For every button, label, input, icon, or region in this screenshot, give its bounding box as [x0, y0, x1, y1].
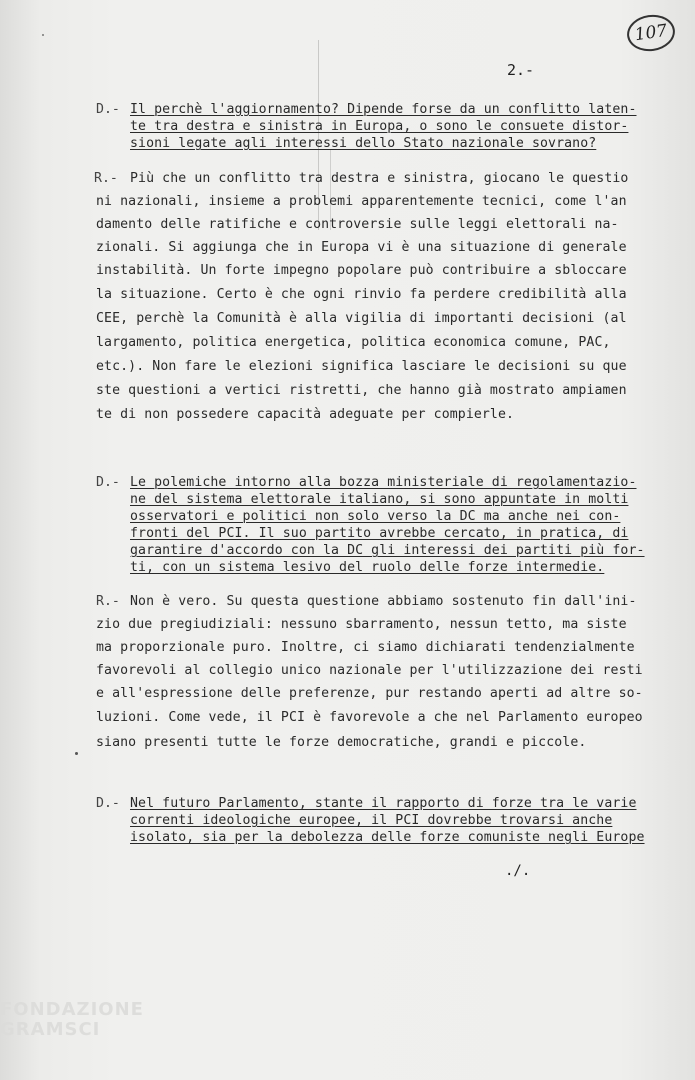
question-line: Il perchè l'aggiornamento? Dipende forse da un conflitto laten-: [130, 102, 637, 117]
question-line: garantire d'accordo con la DC gli interessi dei partiti più for-: [130, 543, 645, 558]
stamp-number: 107: [633, 20, 669, 46]
question-line: isolato, sia per la debolezza delle forze comuniste negli Europe: [130, 830, 645, 845]
question-label: D.-: [96, 796, 120, 811]
question-label: D.-: [96, 475, 120, 490]
answer-line: luzioni. Come vede, il PCI è favorevole a che nel Parlamento europeo: [96, 710, 643, 725]
page-number: 2.-: [507, 61, 535, 79]
answer-line: largamento, politica energetica, politica economica comune, PAC,: [96, 335, 611, 350]
answer-line: ma proporzionale puro. Inoltre, ci siamo dichiarati tendenzialmente: [96, 640, 635, 655]
question-label: D.-: [96, 102, 120, 117]
question-line: sioni legate agli interessi dello Stato nazionale sovrano?: [130, 136, 597, 151]
answer-line: Non è vero. Su questa questione abbiamo sostenuto fin dall'ini-: [130, 594, 637, 609]
answer-line: ste questioni a vertici ristretti, che hanno già mostrato ampiamen: [96, 383, 627, 398]
answer-line: CEE, perchè la Comunità è alla vigilia di importanti decisioni (al: [96, 311, 627, 326]
question-line: te tra destra e sinistra in Europa, o sono le consuete distor-: [130, 119, 629, 134]
answer-line: zionali. Si aggiunga che in Europa vi è una situazione di generale: [96, 240, 627, 255]
answer-line: damento delle ratifiche e controversie sulle leggi elettorali na-: [96, 217, 619, 232]
archive-watermark: [0, 1000, 220, 1070]
paper-speck: [42, 34, 44, 36]
answer-line: ni nazionali, insieme a problemi apparentemente tecnici, come l'an: [96, 194, 627, 209]
answer-line: zio due pregiudiziali: nessuno sbarramento, nessun tetto, ma siste: [96, 617, 627, 632]
answer-line: favorevoli al collegio unico nazionale per l'utilizzazione dei resti: [96, 663, 643, 678]
answer-line: e all'espressione delle preferenze, pur restando aperti ad altre so-: [96, 686, 643, 701]
answer-label: R.-: [96, 594, 120, 609]
answer-line: Più che un conflitto tra destra e sinistra, giocano le questio: [130, 171, 629, 186]
answer-line: instabilità. Un forte impegno popolare può contribuire a sbloccare: [96, 263, 627, 278]
answer-line: la situazione. Certo è che ogni rinvio fa perdere credibilità alla: [96, 287, 627, 302]
question-line: ne del sistema elettorale italiano, si sono appuntate in molti: [130, 492, 629, 507]
question-line: osservatori e politici non solo verso la DC ma anche nei con-: [130, 509, 621, 524]
archive-page-stamp: [625, 12, 678, 54]
question-line: correnti ideologiche europee, il PCI dovrebbe trovarsi anche: [130, 813, 613, 828]
question-line: Le polemiche intorno alla bozza ministeriale di regolamentazio-: [130, 475, 637, 490]
answer-line: siano presenti tutte le forze democratiche, grandi e piccole.: [96, 735, 587, 750]
answer-line: te di non possedere capacità adeguate per compierle.: [96, 407, 515, 422]
answer-line: etc.). Non fare le elezioni significa lasciare le decisioni su que: [96, 359, 627, 374]
question-line: fronti del PCI. Il suo partito avrebbe cercato, in pratica, di: [130, 526, 629, 541]
continuation-mark: ./.: [505, 863, 531, 879]
answer-label: R.-: [94, 171, 118, 186]
question-line: Nel futuro Parlamento, stante il rapporto di forze tra le varie: [130, 796, 637, 811]
ink-mark: [75, 752, 78, 755]
watermark-text: FONDAZIONE GRAMSCI: [0, 999, 144, 1040]
question-line: ti, con un sistema lesivo del ruolo delle forze intermedie.: [130, 560, 605, 575]
